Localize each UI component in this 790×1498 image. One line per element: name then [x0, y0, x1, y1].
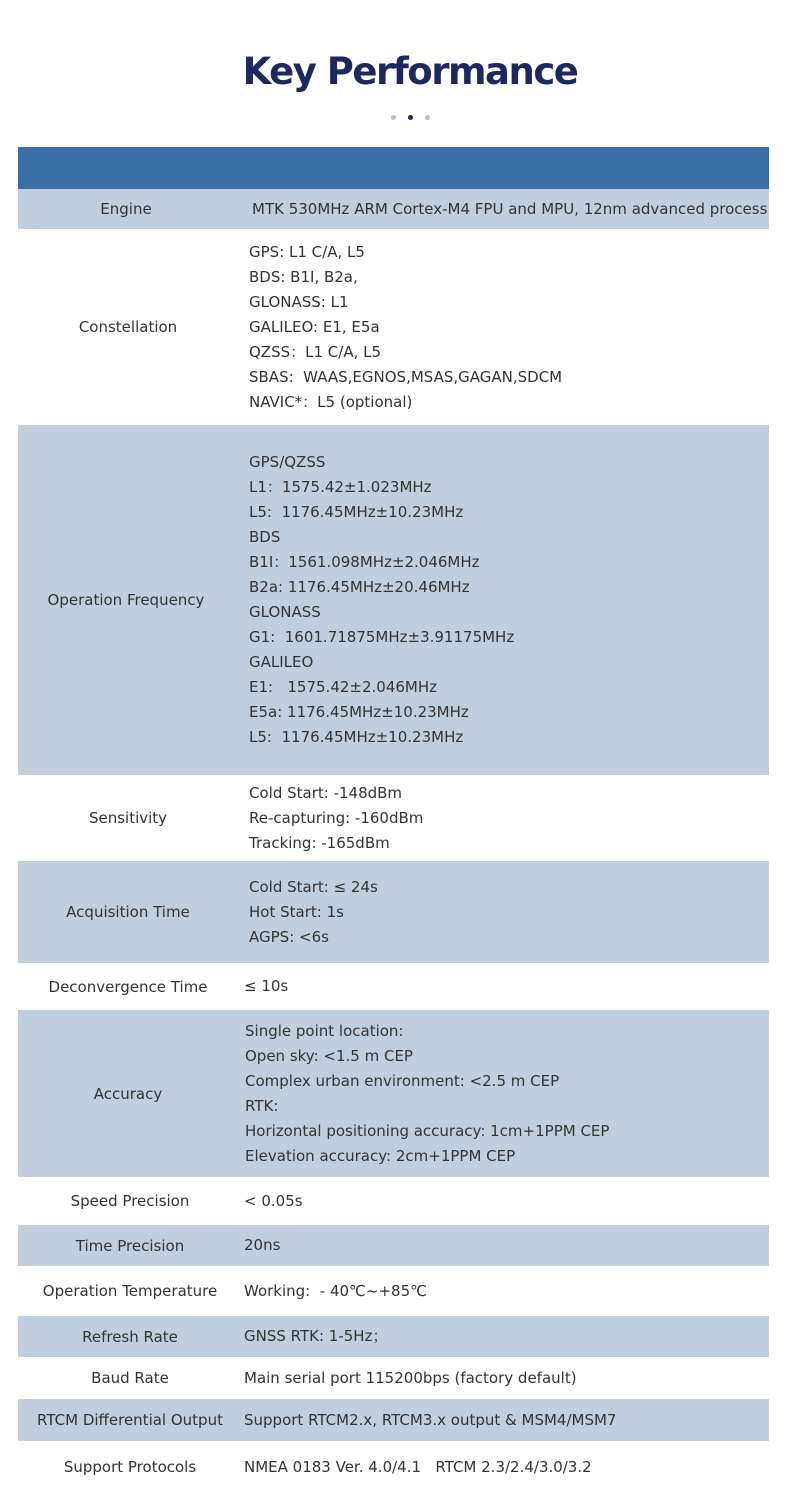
value-line: GLONASS — [249, 603, 321, 621]
table-row-acquisition — [18, 861, 769, 963]
table-row-protocols — [18, 1441, 769, 1493]
row-value — [244, 1399, 616, 1441]
value-line: NAVIC*：L5 (optional) — [249, 392, 413, 411]
value-line: Single point location: — [245, 1021, 404, 1040]
table-row-rtcm — [18, 1399, 769, 1441]
value-line: Complex urban environment: <2.5 m CEP — [245, 1071, 560, 1090]
value-line: E5a: 1176.45MHz±10.23MHz — [249, 703, 469, 721]
row-value — [244, 1177, 303, 1225]
table-row-frequency — [18, 425, 769, 775]
value-line: Main serial port 115200bps (factory default) — [244, 1368, 577, 1387]
value-line: Re-capturing: -160dBm — [249, 808, 424, 827]
value-line: B1I：1561.098MHz±2.046MHz — [249, 553, 480, 571]
row-label: Support Protocols — [63, 1458, 197, 1476]
value-line: B2a: 1176.45MHz±20.46MHz — [249, 578, 470, 596]
row-value — [244, 963, 288, 1010]
value-line: < 0.05s — [244, 1191, 303, 1210]
row-value — [252, 189, 767, 229]
table-row-temperature — [18, 1266, 769, 1316]
table-header-bar — [18, 147, 769, 189]
value-line: Horizontal positioning accuracy: 1cm+1PPM CEP — [245, 1121, 610, 1140]
row-label: Operation Frequency — [47, 591, 205, 609]
table-row-speed — [18, 1177, 769, 1225]
table-row-deconvergence — [18, 963, 769, 1010]
row-label: Constellation — [78, 318, 178, 336]
row-value — [244, 1225, 280, 1266]
row-label: Deconvergence Time — [48, 977, 208, 996]
row-label: Baud Rate — [91, 1369, 169, 1387]
dot-icon — [391, 115, 396, 120]
value-line: BDS: B1I, B2a, — [249, 267, 358, 286]
row-value — [249, 425, 514, 775]
row-value — [244, 1441, 592, 1493]
value-line: E1: 1575.42±2.046MHz — [249, 678, 438, 696]
row-label: RTCM Differential Output — [37, 1411, 223, 1429]
value-line: NMEA 0183 Ver. 4.0/4.1 RTCM 2.3/2.4/3.0/3.2 — [244, 1457, 592, 1476]
dot-icon — [425, 115, 430, 120]
row-value — [245, 1010, 609, 1177]
value-line: AGPS: <6s — [249, 927, 329, 946]
value-line: G1: 1601.71875MHz±3.91175MHz — [249, 628, 515, 646]
table-row-time — [18, 1225, 769, 1266]
table-row-baud — [18, 1357, 769, 1399]
title-divider-dots — [0, 105, 790, 124]
value-line: Cold Start: -148dBm — [249, 783, 403, 802]
row-value — [244, 1316, 387, 1357]
row-label: Operation Temperature — [42, 1282, 218, 1300]
row-label: Engine — [100, 200, 152, 218]
value-line: Hot Start: 1s — [249, 902, 344, 921]
row-value — [244, 1357, 577, 1399]
value-line: MTK 530MHz ARM Cortex-M4 FPU and MPU, 12nm advanced process — [252, 199, 768, 218]
value-line: 20ns — [244, 1236, 281, 1254]
value-line: QZSS：L1 C/A, L5 — [249, 342, 382, 361]
row-label: Accuracy — [93, 1084, 163, 1103]
value-line: GLONASS: L1 — [249, 292, 349, 311]
dot-icon — [408, 115, 413, 120]
value-line: Support RTCM2.x, RTCM3.x output & MSM4/MSM7 — [244, 1410, 617, 1429]
value-line: GPS: L1 C/A, L5 — [249, 242, 365, 261]
value-line: GPS/QZSS — [249, 453, 326, 471]
value-line: BDS — [249, 528, 281, 546]
table-row-sensitivity — [18, 775, 769, 861]
value-line: Cold Start: ≤ 24s — [249, 877, 378, 896]
value-line: L5: 1176.45MHz±10.23MHz — [249, 503, 464, 521]
table-row-constellation — [18, 229, 769, 425]
row-value — [244, 1266, 427, 1316]
value-line: SBAS: WAAS,EGNOS,MSAS,GAGAN,SDCM — [249, 367, 563, 386]
value-line: Working: - 40℃~+85℃ — [244, 1281, 427, 1300]
row-label: Speed Precision — [70, 1192, 190, 1210]
row-label: Refresh Rate — [82, 1327, 178, 1346]
value-line: GALILEO: E1, E5a — [249, 317, 380, 336]
value-line: Elevation accuracy: 2cm+1PPM CEP — [245, 1146, 516, 1165]
value-line: ≤ 10s — [244, 977, 289, 995]
row-label: Acquisition Time — [66, 903, 190, 921]
value-line: L5: 1176.45MHz±10.23MHz — [249, 728, 464, 746]
row-value — [249, 229, 562, 425]
row-label: Sensitivity — [88, 809, 168, 827]
value-line: GALILEO — [249, 653, 314, 671]
table-row-engine — [18, 189, 769, 229]
value-line: L1：1575.42±1.023MHz — [249, 478, 432, 496]
row-label: Time Precision — [75, 1236, 185, 1255]
value-line: Tracking: -165dBm — [249, 833, 390, 852]
table-row-refresh — [18, 1316, 769, 1357]
value-line: RTK: — [245, 1096, 279, 1115]
value-line: Open sky: <1.5 m CEP — [245, 1046, 413, 1065]
row-value — [249, 775, 423, 861]
value-line: GNSS RTK: 1-5Hz； — [244, 1327, 388, 1345]
page-title: Key Performance — [242, 50, 578, 93]
table-row-accuracy — [18, 1010, 769, 1177]
row-value — [249, 861, 378, 963]
